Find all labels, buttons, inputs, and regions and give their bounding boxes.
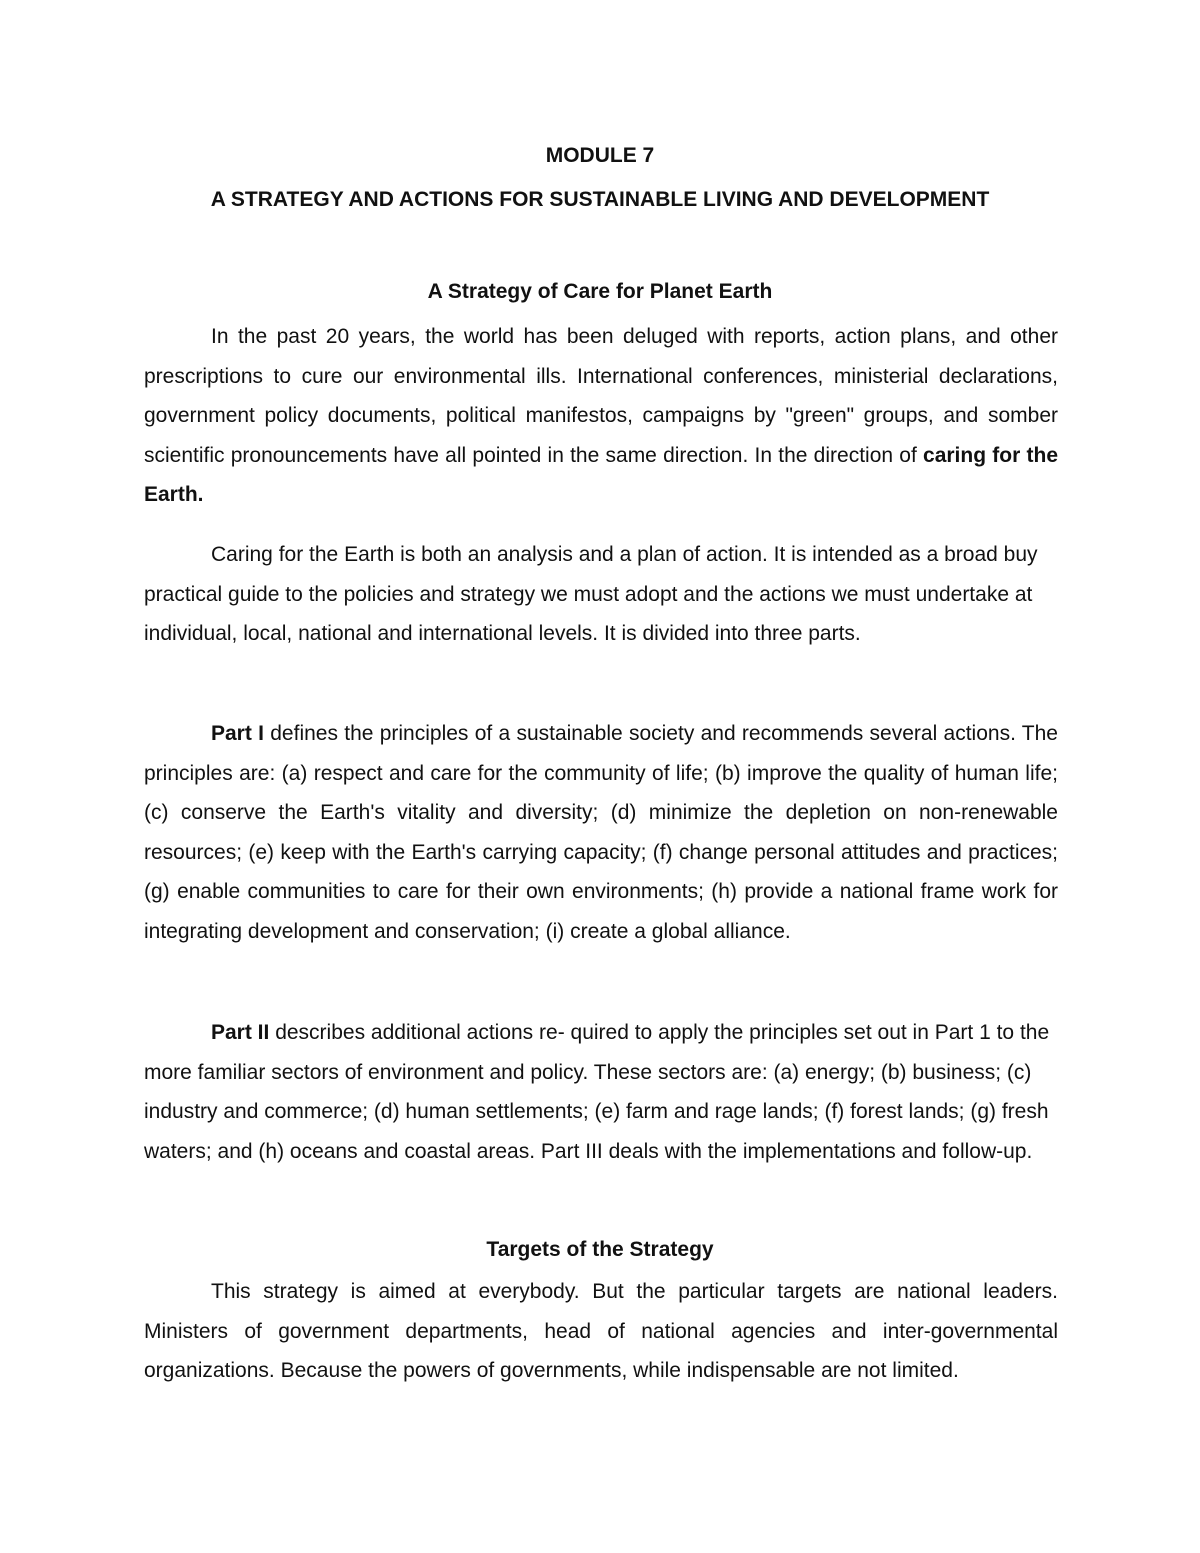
module-title: A STRATEGY AND ACTIONS FOR SUSTAINABLE LIVING AND DEVELOPMENT — [210, 188, 990, 211]
paragraph-text: In the past 20 years, the world has been deluged with reports, action plans, and other prescriptions to cure our environmental ills. International conferences, ministerial declarations, government policy documents, political manifestos, campaigns by "green" groups, and somber scientific pronouncements have all pointed in the same direction. In the direction of — [144, 325, 1058, 467]
section-heading-strategy-of-care: A Strategy of Care for Planet Earth — [427, 280, 773, 303]
paragraph-text: This strategy is aimed at everybody. But the particular targets are national leaders. Ministers of government departments, head of national agencies and inter-governmental organizations. Because the powers of governments, while indispensable are not limited. — [144, 1280, 1058, 1383]
paragraph-part-one — [144, 714, 1058, 952]
paragraph-part-two — [144, 1013, 1058, 1171]
part-two-label: Part II — [211, 1021, 270, 1044]
paragraph-past-20-years — [144, 317, 1058, 515]
paragraph-text: describes additional actions re- quired to apply the principles set out in Part 1 to the more familiar sectors of environment and policy. These sectors are: (a) energy; (b) business; (c) industry and commerce; (d) human settlements; (e) farm and rage lands; (f) forest lands; (g) fresh waters; and (h) oceans and coastal areas. Part III deals with the implementations and follow-up. — [144, 1021, 1050, 1163]
part-one-label: Part I — [211, 722, 264, 745]
paragraph-text: Caring for the Earth is both an analysis and a plan of action. It is intended as a broad buy practical guide to the policies and strategy we must adopt and the actions we must undertake at individual, local, national and international levels. It is divided into three parts. — [144, 543, 1038, 646]
paragraph-targets — [144, 1272, 1058, 1391]
section-heading-targets: Targets of the Strategy — [486, 1238, 714, 1261]
emphasis-caring-for-earth: caring for the Earth. — [144, 443, 1058, 507]
paragraph-caring-for-earth — [144, 535, 1058, 654]
paragraph-text: defines the principles of a sustainable society and recommends several actions. The principles are: (a) respect and care for the community of life; (b) improve the quality of human life; (c) conserve the Earth's vitality and diversity; (d) minimize the depletion on non-renewable resources; (e) keep with the Earth's carrying capacity; (f) change personal attitudes and practices; (g) enable communities to care for their own environments; (h) provide a national frame work for integrating development and conservation; (i) create a global alliance. — [144, 722, 1058, 943]
module-label: MODULE 7 — [545, 144, 655, 167]
